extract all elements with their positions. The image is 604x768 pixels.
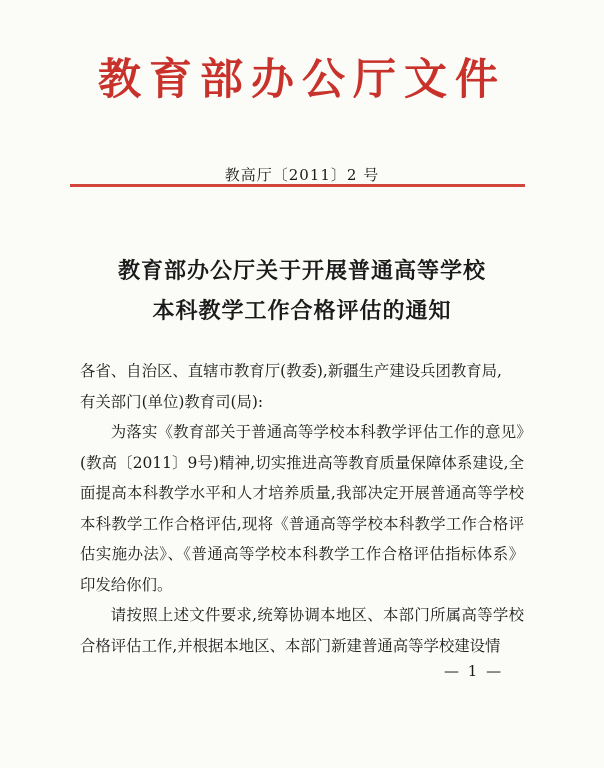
addressee-line-2: 有关部门(单位)教育司(局):: [80, 392, 264, 411]
document-body: [80, 356, 524, 661]
body-paragraph-1: 为落实《教育部关于普通高等学校本科教学评估工作的意见》(教高〔2011〕9号)精神,切实推进高等教育质量保障体系建设,全面提高本科教学水平和人才培养质量,我部决定开展普通高等学校本科教学工作合格评估,现将《普通高等学校本科教学工作合格评估实施办法》、《普通高等学校本科教学工作合格评估指标体系》印发给你们。: [80, 423, 524, 594]
body-paragraph-2: 请按照上述文件要求,统筹协调本地区、本部门所属高等学校合格评估工作,并根据本地区、本部门新建普通高等学校建设情: [80, 606, 524, 655]
notice-title-line-2: 本科教学工作合格评估的通知: [152, 298, 452, 324]
addressee-line-1: 各省、自治区、直辖市教育厅(教委),新疆生产建设兵团教育局,: [80, 362, 502, 380]
page-number: — 1 —: [444, 662, 504, 680]
notice-title-line-1: 教育部办公厅关于开展普通高等学校: [117, 258, 486, 284]
document-header-title: 教育部办公厅文件: [98, 55, 506, 105]
document-number: 教高厅〔2011〕2 号: [224, 166, 380, 184]
red-divider-line: [70, 184, 525, 187]
